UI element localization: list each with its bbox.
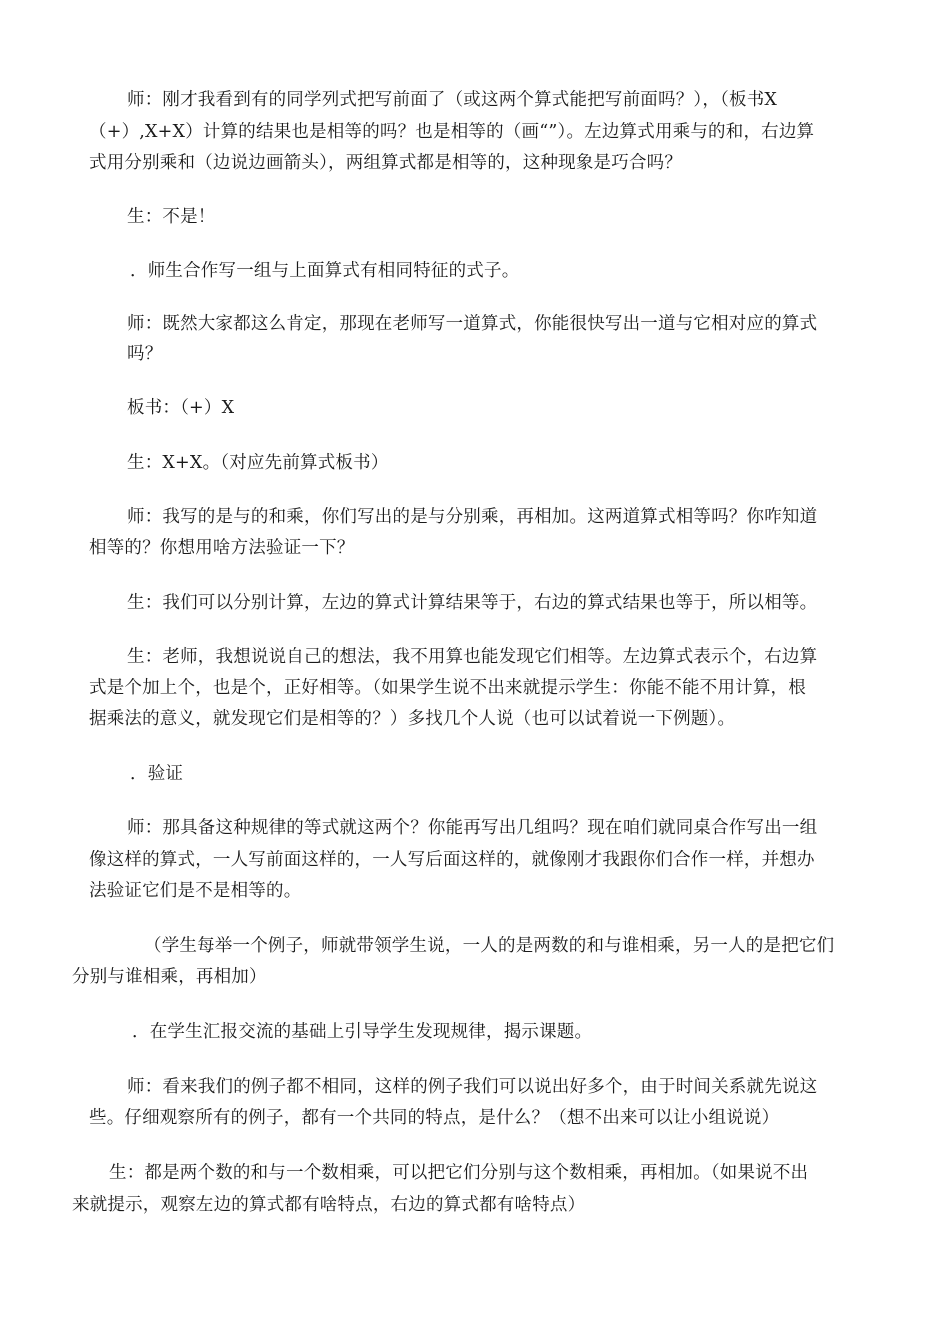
section-heading: ．验证 [130,764,184,784]
paragraph-line: 生：老师，我想说说自己的想法，我不用算也能发现它们相等。左边算式表示个，右边算 [127,647,818,667]
paragraph-line: 吗？ [127,344,163,364]
paragraph-line: （学生每举一个例子，师就带领学生说，一人的是两数的和与谁相乘，另一人的是把它们 [144,936,835,956]
paragraph-line: 式是个加上个，也是个，正好相等。（如果学生说不出来就提示学生：你能不能不用计算，根 [89,678,806,698]
paragraph-line: 分别与谁相乘，再相加） [72,967,267,987]
paragraph-line: 师：刚才我看到有的同学列式把写前面了（或这两个算式能把写前面吗？），（板书X [127,90,778,110]
paragraph-line: 法验证它们是不是相等的。 [89,881,302,901]
paragraph-line: 式用分别乘和（边说边画箭头），两组算式都是相等的，这种现象是巧合吗？ [89,153,683,173]
paragraph-line: 据乘法的意义，就发现它们是相等的？）多找几个人说（也可以试着说一下例题）。 [89,709,736,729]
paragraph-line: 板书：（+）X [127,398,235,418]
section-heading: ．师生合作写一组与上面算式有相同特征的式子。 [130,261,520,281]
paragraph-line: 生：都是两个数的和与一个数相乘，可以把它们分别与这个数相乘，再相加。（如果说不出 [109,1163,809,1183]
paragraph-line: 相等的？你想用啥方法验证一下？ [89,538,355,558]
section-heading: ．在学生汇报交流的基础上引导学生发现规律，揭示课题。 [132,1022,593,1042]
paragraph-line: 师：既然大家都这么肯定，那现在老师写一道算式，你能很快写出一道与它相对应的算式 [127,314,818,334]
paragraph-line: 生：我们可以分别计算，左边的算式计算结果等于，右边的算式结果也等于，所以相等。 [127,593,818,613]
paragraph-line: （+）,X+X）计算的结果也是相等的吗？也是相等的（画“”）。左边算式用乘与的和，右边算 [89,122,815,142]
paragraph-line: 师：我写的是与的和乘，你们写出的是与分别乘，再相加。这两道算式相等吗？你咋知道 [127,507,818,527]
paragraph-line: 师：那具备这种规律的等式就这两个？你能再写出几组吗？现在咱们就同桌合作写出一组 [127,818,818,838]
paragraph-line: 生：X+X。（对应先前算式板书） [127,453,389,473]
paragraph-line: 些。仔细观察所有的例子，都有一个共同的特点，是什么？（想不出来可以让小组说说） [89,1108,780,1128]
paragraph-line: 师：看来我们的例子都不相同，这样的例子我们可以说出好多个，由于时间关系就先说这 [127,1077,818,1097]
paragraph-line: 生：不是！ [127,207,216,227]
paragraph-line: 来就提示，观察左边的算式都有啥特点，右边的算式都有啥特点） [72,1195,586,1215]
paragraph-line: 像这样的算式，一人写前面这样的，一人写后面这样的，就像刚才我跟你们合作一样，并想办 [89,850,815,870]
